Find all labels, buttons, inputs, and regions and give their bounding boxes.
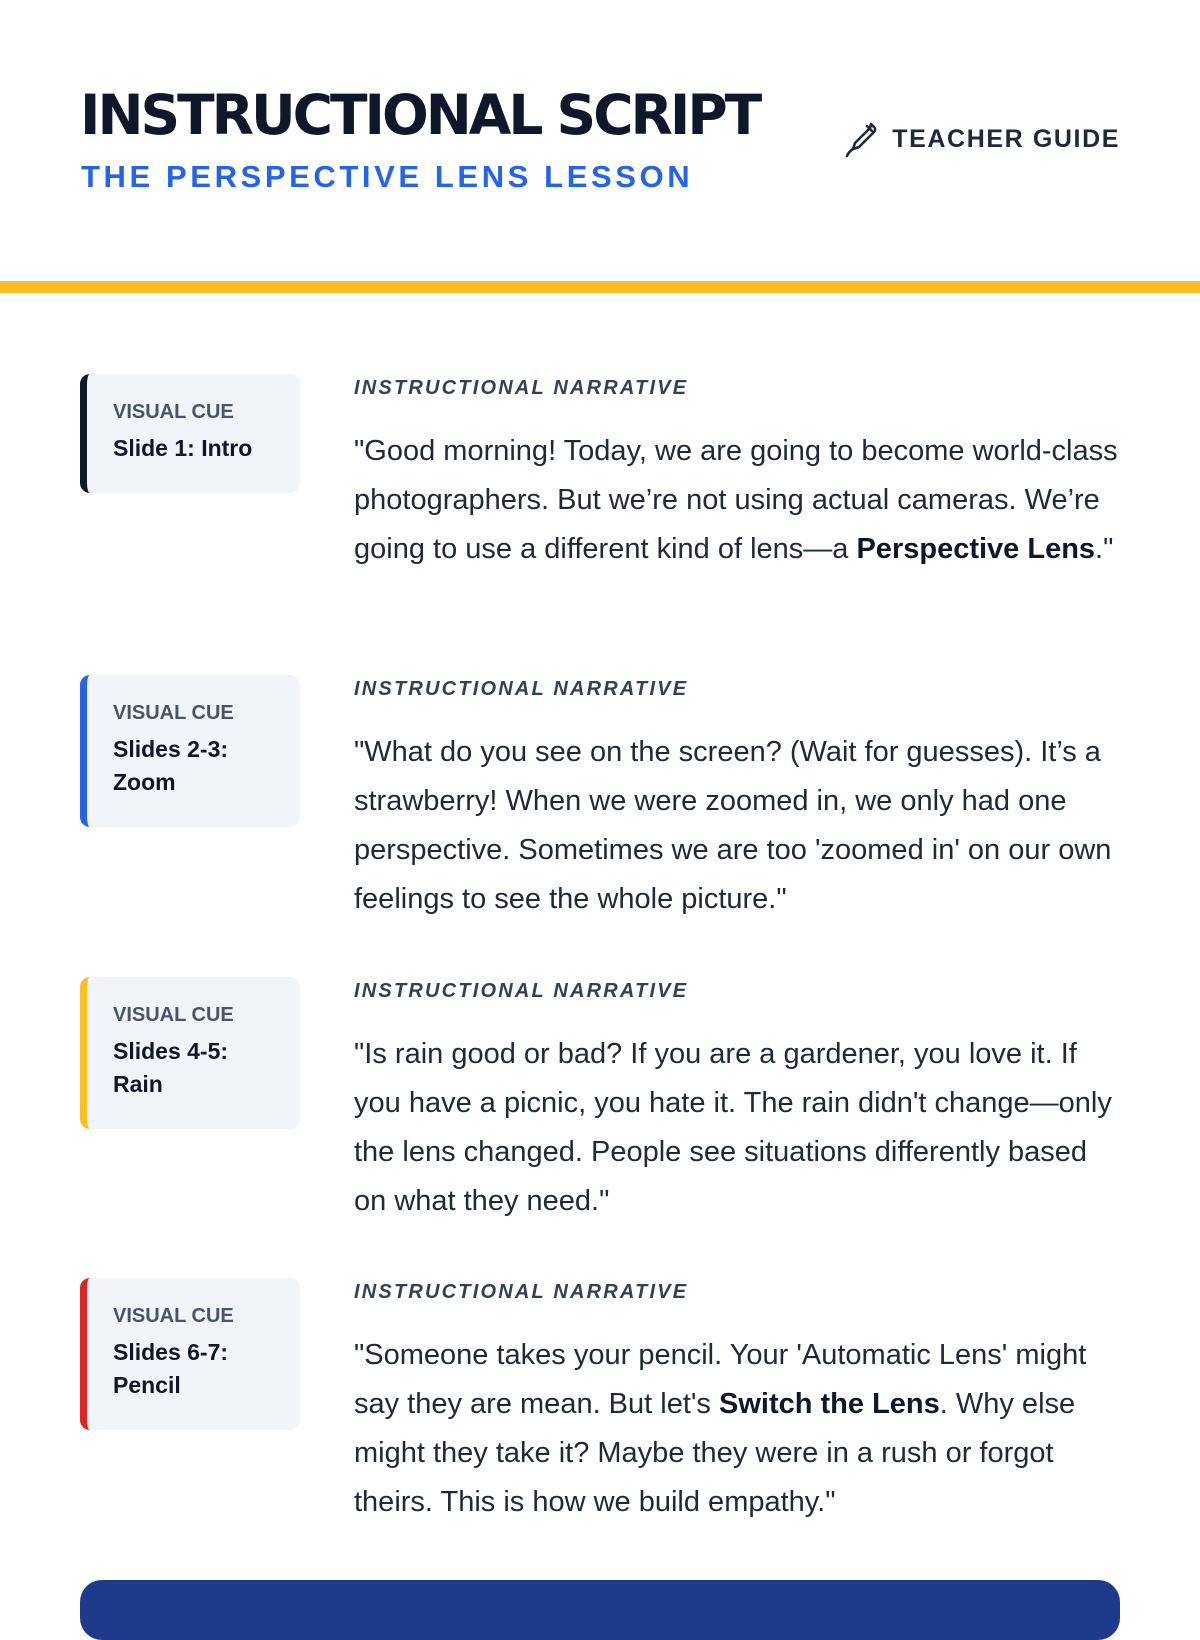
visual-cue-card <box>80 1278 300 1430</box>
visual-cue-title: Slides 4-5: Rain <box>113 1038 229 1097</box>
narrative-text: "What do you see on the screen? (Wait for guesses). It’s a strawberry! When we were zoomed in, we only had one perspective. Sometimes we are too 'zoomed in' on our own feelings to see the whole picture." <box>354 736 1112 915</box>
visual-cue-card <box>80 977 300 1129</box>
narrative-label: INSTRUCTIONAL NARRATIVE <box>354 377 689 399</box>
narrative-block <box>354 977 1124 1226</box>
visual-cue-title: Slides 2-3: Zoom <box>113 736 229 795</box>
teacher-guide-label: TEACHER GUIDE <box>892 124 1120 153</box>
visual-cue-label: VISUAL CUE <box>113 1004 234 1026</box>
narrative-block <box>354 1278 1124 1527</box>
page-title: INSTRUCTIONAL SCRIPT <box>80 83 760 147</box>
narrative-block <box>354 675 1124 924</box>
narrative-text: "Is rain good or bad? If you are a gardener, you love it. If you have a picnic, you hate it. The rain didn't change—only the lens changed. People see situations differently based on what they need." <box>354 1038 1112 1217</box>
visual-cue-card <box>80 374 300 493</box>
visual-cue-label: VISUAL CUE <box>113 1305 234 1327</box>
narrative-label: INSTRUCTIONAL NARRATIVE <box>354 980 689 1002</box>
narrative-block <box>354 374 1124 574</box>
footer-banner <box>80 1580 1120 1640</box>
header-divider <box>0 281 1200 293</box>
narrative-label: INSTRUCTIONAL NARRATIVE <box>354 1281 689 1303</box>
pen-icon <box>844 120 878 158</box>
visual-cue-label: VISUAL CUE <box>113 702 234 724</box>
visual-cue-card <box>80 675 300 827</box>
page-subtitle: THE PERSPECTIVE LENS LESSON <box>81 159 694 194</box>
visual-cue-title: Slides 6-7: Pencil <box>113 1339 229 1398</box>
page-header <box>0 0 1200 282</box>
teacher-guide-badge <box>844 120 1120 158</box>
visual-cue-label: VISUAL CUE <box>113 401 234 423</box>
narrative-text: "Someone takes your pencil. Your 'Automatic Lens' might say they are mean. But let's Switch the Lens. Why else might they take it? Maybe they were in a rush or forgot theirs. This is how we build empathy." <box>354 1339 1087 1518</box>
visual-cue-title: Slide 1: Intro <box>113 435 253 461</box>
narrative-label: INSTRUCTIONAL NARRATIVE <box>354 678 689 700</box>
narrative-text: "Good morning! Today, we are going to become world-class photographers. But we’re not using actual cameras. We’re going to use a different kind of lens—a Perspective Lens." <box>354 435 1118 565</box>
